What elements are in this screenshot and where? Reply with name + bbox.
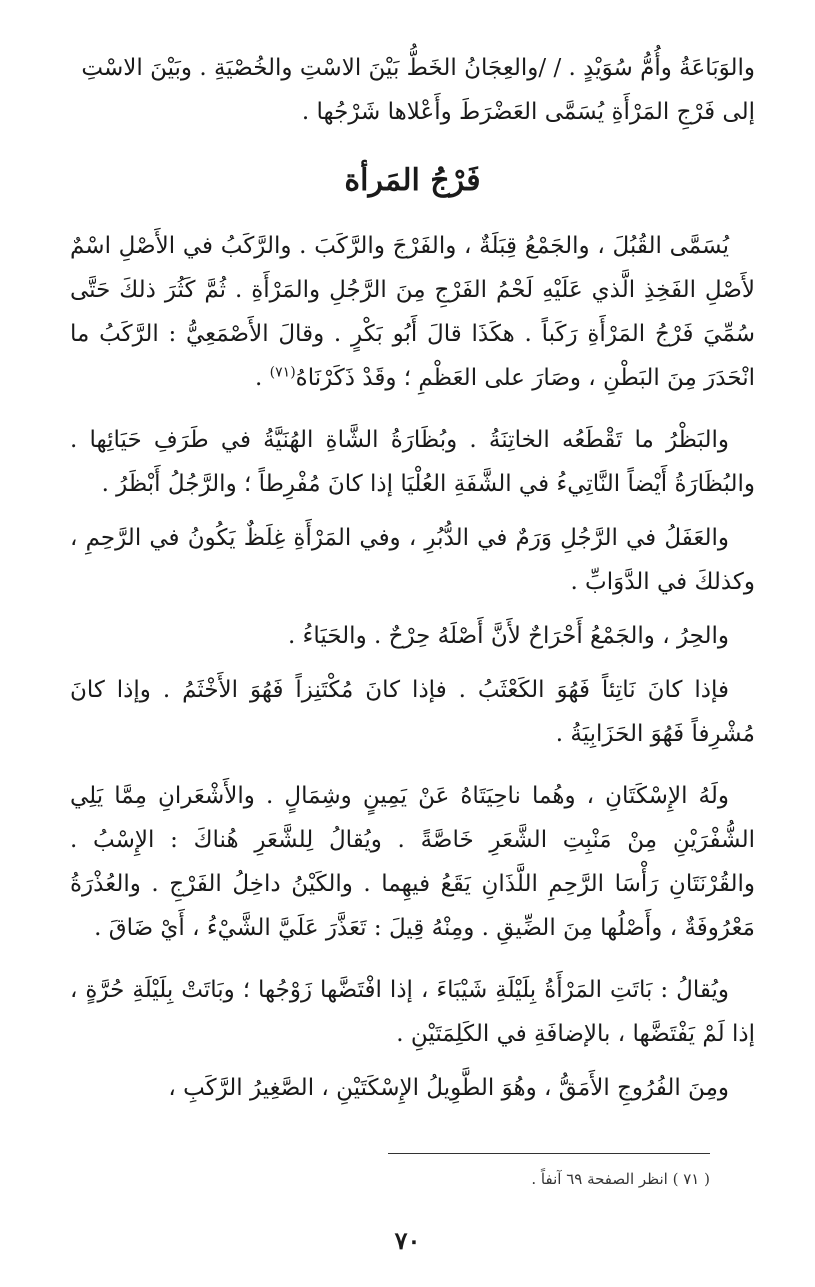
paragraph-1-end: . [255,365,270,391]
footnote-text: انظر الصفحة ٦٩ آنفاً . [531,1170,668,1188]
continuation-line-1: والوَبَاعَةُ وأُمُّ سُوَيْدٍ . / /والعِجَانُ الخَطُّ بَيْنَ الاسْتِ والخُصْيَةِ . وبَيْنَ الاسْتِ [81,55,755,81]
section-title: فَرْجُ المَرأة [344,163,481,198]
paragraph-3: والعَفَلُ في الرَّجُلِ وَرَمٌ في الدُّبُرِ ، وفي المَرْأَةِ غِلَظٌ يَكُونُ في الرَّحِمِ ، وكذلكَ في الدَّوَابِّ . [70,525,755,595]
paragraph-8: ومِنَ الفُرُوجِ الأَمَقُّ ، وهُوَ الطَّوِيلُ الإِسْكَتَيْنِ ، الصَّغِيرُ الرَّكَبِ ، [168,1075,729,1101]
paragraph-7: ويُقالُ : بَاتَتِ المَرْأَةُ بِلَيْلَةِ شَيْبَاءَ ، إذا افْتَضَّها زَوْجُها ؛ وبَاتَتْ بِلَيْلَةِ حُرَّةٍ ، إذا لَمْ يَفْتَضَّها ، بالإضافَةِ في الكَلِمَتَيْنِ . [70,977,755,1047]
continuation-line-2: إلى فَرْجِ المَرْأَةِ يُسَمَّى العَضْرَطَ وأَعْلاها شَرْجُها . [301,99,755,125]
footnote-divider [388,1153,710,1154]
page-number: ٧٠ [394,1226,421,1255]
paragraph-2: والبَظْرُ ما تَقْطَعُه الخاتِنَةُ . وبُظَارَةُ الشَّاةِ الهُنَيَّةُ في طَرَفِ حَيَائِها . والبُظَارَةُ أَيْضاً النَّاتِيءُ في الشَّفَةِ العُلْيَا إذا كانَ مُفْرِطاً ؛ والرَّجُلُ أَبْظَرُ . [70,427,755,497]
paragraph-5: فإذا كانَ نَاتِئاً فَهُوَ الكَعْثَبُ . فإذا كانَ مُكْتَنِزاً فَهُوَ الأَخْثَمُ . وإذا كانَ مُشْرِفاً فَهُوَ الحَزَابِيَةُ . [70,677,755,747]
text-body [70,46,755,1110]
paragraph-1-text: يُسَمَّى القُبُلَ ، والجَمْعُ قِبَلَةٌ ، والفَرْجَ والرَّكَبَ . والرَّكَبُ في الأَصْلِ اسْمٌ لأَصْلِ الفَخِذِ الَّذي عَلَيْهِ لَحْمُ الفَرْجِ مِنَ الرَّجُلِ والمَرْأَةِ . ثُمَّ كَثُرَ ذلكَ حَتَّى سُمِّيَ فَرْجُ المَرْأَةِ رَكَباً . هكَذَا قالَ أَبُو بَكْرٍ . وقالَ الأَصْمَعِيُّ : الرَّكَبُ ما انْحَدَرَ مِنَ البَطْنِ ، وصَارَ على العَظْمِ ؛ وقَدْ ذَكَرْنَاهُ [70,233,755,391]
paragraph-6: ولَهُ الإِسْكَتَانِ ، وهُما ناحِيَتَاهُ عَنْ يَمِينٍ وشِمَالٍ . والأَشْعَرانِ مِمَّا يَلِي الشُّفْرَيْنِ مِنْ مَنْبِتِ الشَّعَرِ خَاصَّةً . ويُقالُ لِلشَّعَرِ هُناكَ : الإِسْبُ . والقُرْنَتَانِ رَأْسَا الرَّحِمِ اللَّذَانِ يَقَعُ فيهِما . والكَيْنُ داخِلُ الفَرْجِ . والعُذْرَةُ مَعْرُوفَةٌ ، وأَصْلُها مِنَ الضِّيقِ . ومِنْهُ قِيلَ : تَعَذَّرَ عَلَيَّ الشَّيْءُ ، أَيْ ضَاقَ . [70,783,755,941]
footnote-reference[interactable]: (٧١) [269,364,296,381]
paragraph-1 [70,224,755,400]
footnote-number: ( ٧١ ) [672,1170,710,1188]
footnote [388,1170,710,1188]
paragraph-4: والحِرُ ، والجَمْعُ أَحْرَاحٌ لأَنَّ أَصْلَهُ حِرْحٌ . والحَيَاءُ . [287,623,729,649]
